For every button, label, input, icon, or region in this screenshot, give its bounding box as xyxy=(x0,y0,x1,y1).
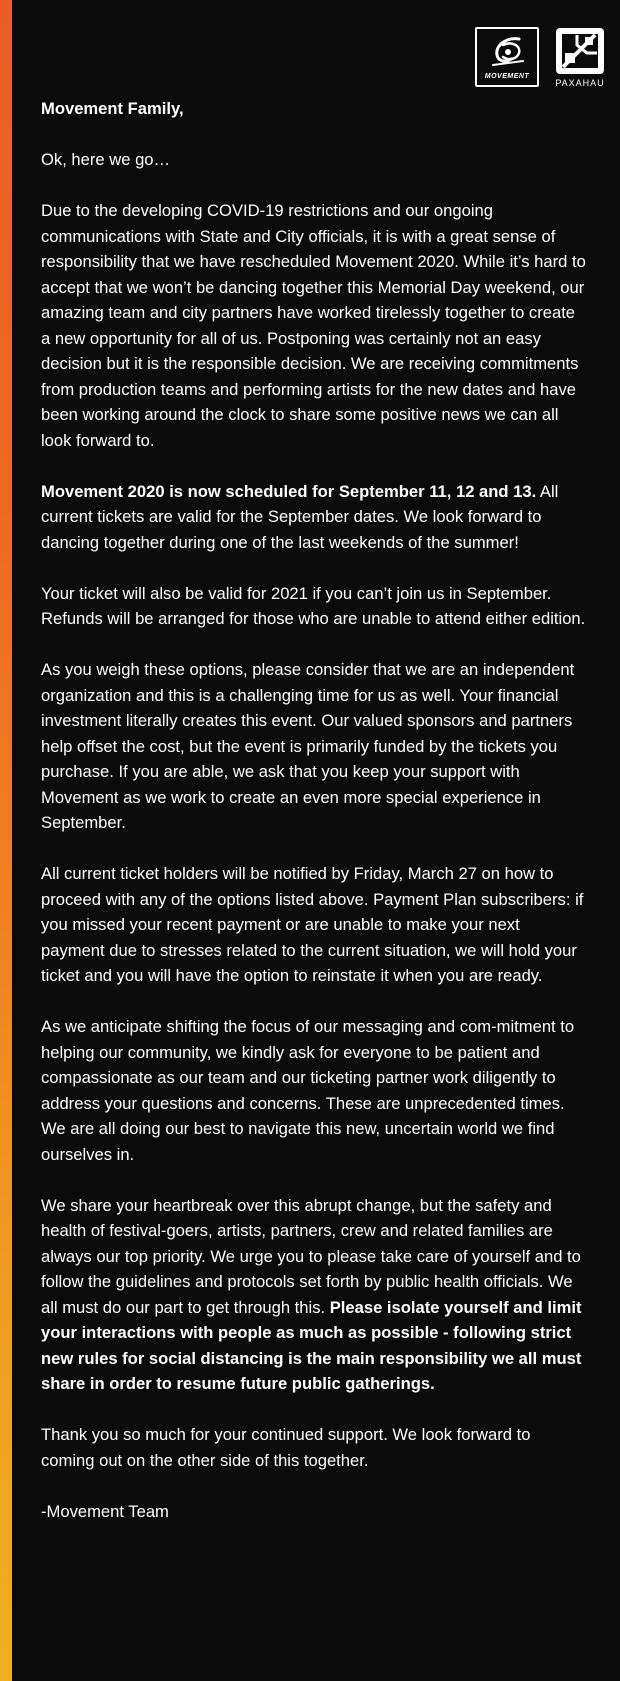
movement-logo xyxy=(475,27,539,87)
movement-swirl-icon xyxy=(489,35,527,69)
paxahau-wordmark: PAXAHAU xyxy=(555,78,605,88)
orange-accent-bar xyxy=(0,0,12,1681)
paragraph-reschedule: Due to the developing COVID-19 restrictions and our ongoing communications with State and City officials, it is with a great sense of responsibility that we have rescheduled Movement 2020. While it’s hard to accept that we won’t be dancing together this Memorial Day weekend, our amazing team and city partners have worked tirelessly together to create a new opportunity for all of us. Postponing was certainly not an easy decision but it is the responsible decision. We are receiving commitments from production teams and performing artists for the new dates and have been working around the clock to share some positive news we can all look forward to. xyxy=(41,201,586,450)
signature: -Movement Team xyxy=(41,1501,169,1521)
paragraph-ticket-validity: Your ticket will also be valid for 2021 if you can’t join us in September. Refunds will be arranged for those who are unable to attend either edition. xyxy=(41,583,586,628)
paxahau-logo xyxy=(555,27,605,88)
paragraph-support: As you weigh these options, please consider that we are an independent organization and this is a challenging time for us as well. Your financial investment literally creates this event. Our valued sponsors and partners help offset the cost, but the event is primarily funded by the tickets you purchase. If you are able, we ask that you keep your support with Movement as we work to create an even more special experience in September. xyxy=(41,660,575,832)
movement-wordmark: MOVEMENT xyxy=(484,73,530,80)
new-dates-announcement: Movement 2020 is now scheduled for September 11, 12 and 13. xyxy=(41,481,537,501)
safety-emphasis: Please isolate yourself and limit your interactions with people as much as possible - following strict new rules for social distancing is the main responsibility we all must share in order to resume future public gatherings. xyxy=(41,1297,582,1393)
paragraph-intro: Ok, here we go… xyxy=(41,150,171,169)
paxahau-mark-icon xyxy=(555,27,605,75)
paragraph-thanks: Thank you so much for your continued support. We look forward to coming out on the other side of this together. xyxy=(41,1425,531,1470)
paragraph-community: As we anticipate shifting the focus of our messaging and com-mitment to helping our community, we kindly ask for everyone to be patient and compassionate as our team and our ticketing partner work diligently to address your questions and concerns. These are unprecedented times. We are all doing our best to navigate this new, uncertain world we find ourselves in. xyxy=(41,1017,575,1164)
paragraph-safety: We share your heartbreak over this abrupt change, but the safety and health of festival-goers, artists, partners, crew and related families are always our top priority. We urge you to please take care of yourself and to follow the guidelines and protocols set forth by public health officials. We all must do our part to get through this. Please isolate yourself and limit your interactions with people as much as possible - following strict new rules for social distancing is the main responsibility we all must share in order to resume future public gatherings. xyxy=(41,1195,582,1393)
header-logos xyxy=(475,27,605,88)
paragraph-ticket-holders: All current ticket holders will be notified by Friday, March 27 on how to proceed with any of the options listed above. Payment Plan subscribers: if you missed your recent payment or are unable to make your next payment due to stresses related to the current situation, we will hold your ticket and you will have the option to reinstate it when you are ready. xyxy=(41,864,584,985)
paragraph-new-dates: Movement 2020 is now scheduled for September 11, 12 and 13. All current tickets are valid for the September dates. We look forward to dancing together during one of the last weekends of the summer! xyxy=(41,481,559,552)
greeting: Movement Family, xyxy=(41,99,184,118)
letter-body xyxy=(41,96,586,1550)
